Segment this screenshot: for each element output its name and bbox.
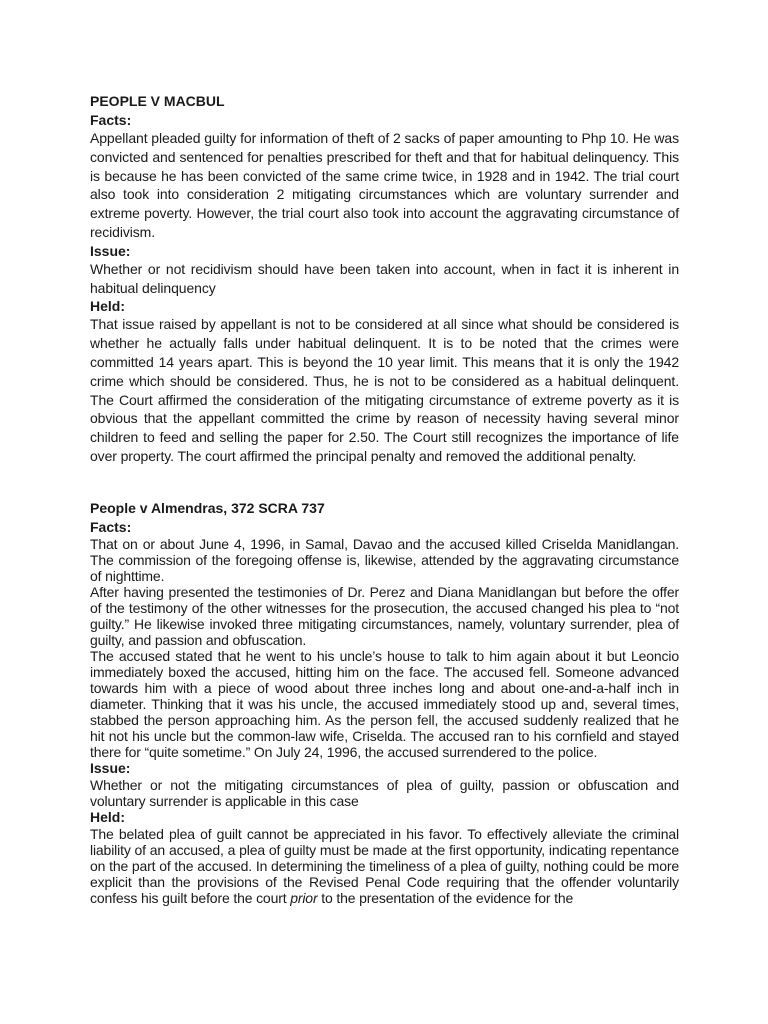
held-text-part: The belated plea of guilt cannot be appreciated in his favor. To effectively alleviate the criminal liability of an accused, a plea of guilty must be made at the first opportunity, indicating repentance on the part of the accused. In determining the timeliness of a plea of guilty, nothing could be more explicit than the provisions of the Revised Penal Code requiring that the offender voluntarily confess his guilt before the court (90, 826, 679, 906)
held-text-part: to the presentation of the evidence for the (317, 890, 574, 906)
issue-paragraph: Whether or not recidivism should have been taken into account, when in fact it is inherent in habitual delinquency (90, 260, 679, 296)
held-heading: Held: (90, 809, 125, 825)
facts-heading: Facts: (90, 112, 132, 128)
case-people-v-macbul (90, 92, 679, 466)
facts-paragraph: That on or about June 4, 1996, in Samal, Davao and the accused killed Criselda Manidlangan. The commission of the foregoing offense is, likewise, attended by the aggravating circumstance of nighttime. (90, 536, 679, 584)
facts-heading: Facts: (90, 519, 132, 535)
case-people-v-almendras (90, 500, 679, 906)
held-text-emphasis: prior (290, 890, 318, 906)
held-paragraph: That issue raised by appellant is not to be considered at all since what should be considered is whether he actually falls under habitual delinquent. It is to be noted that the crimes were committed 14 years apart. This is beyond the 10 year limit. This means that it is only the 1942 crime which should be considered. Thus, he is not to be considered as a habitual delinquent. The Court affirmed the consideration of the mitigating circumstance of extreme poverty as it is obvious that the appellant committed the crime by reason of necessity having several minor children to feed and selling the paper for 2.50. The Court still recognizes the importance of life over property. The court affirmed the principal penalty and removed the additional penalty. (90, 316, 679, 464)
facts-paragraph: Appellant pleaded guilty for information of theft of 2 sacks of paper amounting to Php 10. He was convicted and sentenced for penalties prescribed for theft and that for habitual delinquency. This is because he has been convicted of the same crime twice, in 1928 and in 1942. The trial court also took into consideration 2 mitigating circumstances which are voluntary surrender and extreme poverty. However, the trial court also took into account the aggravating circumstance of recidivism. (90, 130, 679, 240)
held-heading: Held: (90, 298, 125, 315)
case-title: PEOPLE V MACBUL (90, 93, 225, 109)
issue-heading: Issue: (90, 242, 131, 259)
facts-paragraph: The accused stated that he went to his uncle’s house to talk to him again about it but Leoncio immediately boxed the accused, hitting him on the face. The accused fell. Someone advanced towards him with a piece of wood about three inches long and about one-and-a-half inch in diameter. Thinking that it was his uncle, the accused immediately stood up and, several times, stabbed the person approaching him. As the person fell, the accused suddenly realized that he hit not his uncle but the common-law wife, Criselda. The accused ran to his cornfield and stayed there for “quite sometime.” On July 24, 1996, the accused surrendered to the police. (90, 648, 679, 760)
issue-paragraph: Whether or not the mitigating circumstances of plea of guilty, passion or obfuscation and voluntary surrender is applicable in this case (90, 777, 679, 809)
case-title: People v Almendras, 372 SCRA 737 (90, 500, 325, 516)
issue-heading: Issue: (90, 760, 131, 776)
facts-paragraph: After having presented the testimonies of Dr. Perez and Diana Manidlangan but before the offer of the testimony of the other witnesses for the prosecution, the accused changed his plea to “not guilty.” He likewise invoked three mitigating circumstances, namely, voluntary surrender, plea of guilty, and passion and obfuscation. (90, 584, 679, 648)
held-paragraph (90, 826, 679, 906)
